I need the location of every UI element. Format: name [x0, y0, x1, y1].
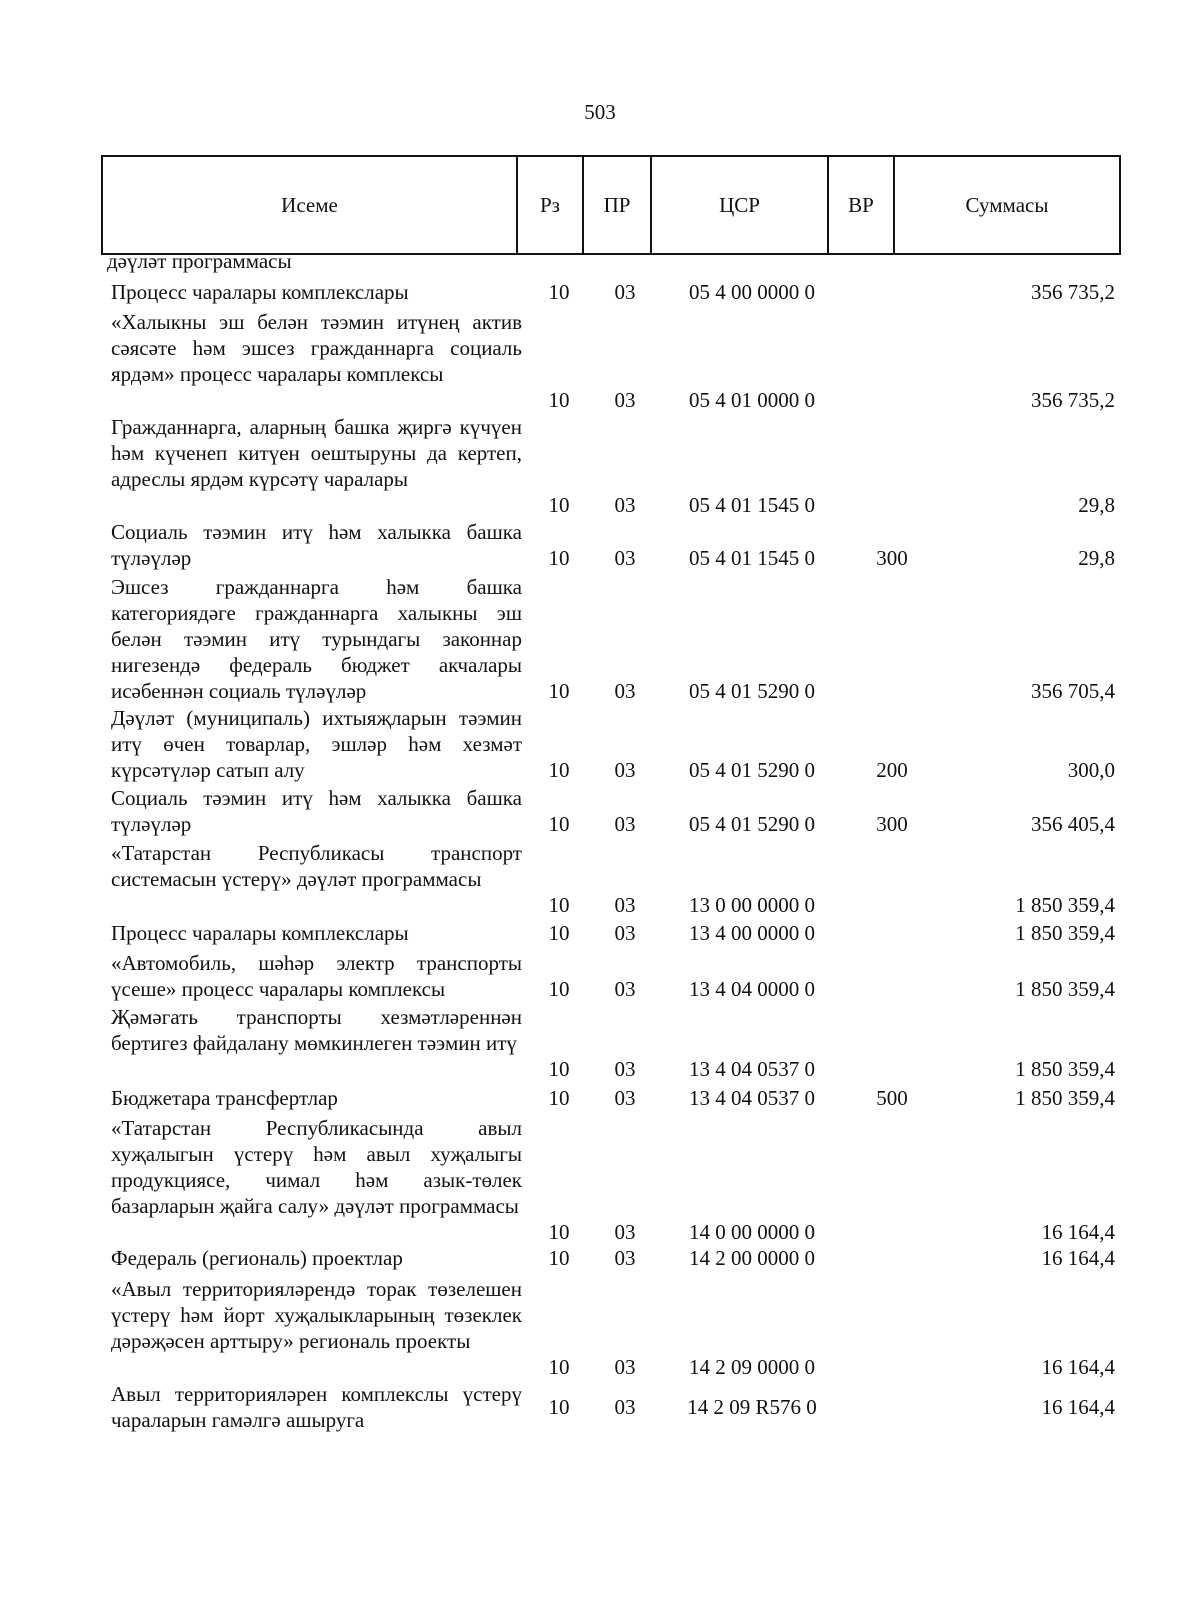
row-pr: 03: [614, 546, 636, 570]
row-name: Авыл территорияләрен комплекслы үстерү чараларын гамәлгә ашыруга: [111, 1382, 522, 1432]
row-name: Процесс чаралары комплекслары: [111, 280, 409, 304]
row-pr: 03: [614, 679, 636, 703]
row-pr: 03: [614, 1057, 636, 1081]
row-sum: 1 850 359,4: [1015, 921, 1115, 945]
table-row: [0, 1381, 1200, 1433]
row-rz: 10: [548, 679, 570, 703]
row-pr: 03: [614, 1220, 636, 1244]
row-vr: 500: [876, 1086, 908, 1110]
row-name: «Татарстан Республикасында авыл хуҗалыгын үстерү һәм авыл хуҗалыгы продукциясе, чимал һәм азык-төлек базарларын җайга салу» дәүләт программасы: [111, 1116, 522, 1218]
row-name: «Автомобиль, шәһәр электр транспорты үсеше» процесс чаралары комплексы: [111, 951, 522, 1001]
row-sum: 356 705,4: [1031, 679, 1115, 703]
row-rz: 10: [548, 388, 570, 412]
column-header-pr: ПР: [583, 156, 651, 254]
row-vr: 300: [876, 812, 908, 836]
row-name: Социаль тәэмин итү һәм халыкка башка түләүләр: [111, 786, 522, 836]
row-sum: 16 164,4: [1041, 1220, 1115, 1244]
row-rz: 10: [548, 977, 570, 1001]
row-sum: 16 164,4: [1041, 1246, 1115, 1270]
row-rz: 10: [548, 280, 570, 304]
row-sum: 29,8: [1078, 493, 1115, 517]
row-csr: 13 4 04 0537 0: [689, 1057, 815, 1081]
row-rz: 10: [548, 493, 570, 517]
row-name: Процесс чаралары комплекслары: [111, 921, 409, 945]
row-csr: 13 4 04 0000 0: [689, 977, 815, 1001]
row-csr: 05 4 01 1545 0: [689, 493, 815, 517]
row-vr: 200: [876, 758, 908, 782]
row-csr: 05 4 00 0000 0: [689, 280, 815, 304]
row-rz: 10: [548, 1395, 570, 1419]
row-csr: 13 4 04 0537 0: [689, 1086, 815, 1110]
row-rz: 10: [548, 1086, 570, 1110]
row-pr: 03: [614, 388, 636, 412]
table-row: [0, 248, 1200, 274]
row-name: «Татарстан Республикасы транспорт системасын үстерү» дәүләт программасы: [111, 841, 522, 891]
row-name: Гражданнарга, аларның башка җиргә күчүен һәм күченеп китүен оештыруны да кертеп, адреслы ярдәм күрсәтү чаралары: [111, 415, 522, 491]
row-csr: 05 4 01 1545 0: [689, 546, 815, 570]
row-pr: 03: [614, 893, 636, 917]
row-csr: 13 0 00 0000 0: [689, 893, 815, 917]
row-rz: 10: [548, 1057, 570, 1081]
table-row: [0, 840, 1200, 918]
column-header-name: Исеме: [102, 156, 517, 254]
row-pr: 03: [614, 1086, 636, 1110]
row-name: Бюджетара трансфертлар: [111, 1086, 338, 1110]
column-header-rz: Рз: [517, 156, 583, 254]
table-row: [0, 519, 1200, 571]
row-rz: 10: [548, 1355, 570, 1379]
row-pr: 03: [614, 758, 636, 782]
row-vr: 300: [876, 546, 908, 570]
table-row: [0, 309, 1200, 413]
row-sum: 16 164,4: [1041, 1395, 1115, 1419]
row-csr: 14 2 09 0000 0: [689, 1355, 815, 1379]
row-sum: 1 850 359,4: [1015, 1086, 1115, 1110]
row-pr: 03: [614, 977, 636, 1001]
table-row: [0, 1004, 1200, 1082]
row-rz: 10: [548, 1220, 570, 1244]
table-row: [0, 920, 1200, 946]
column-header-sum: Суммасы: [894, 156, 1120, 254]
row-name: Эшсез гражданнарга һәм башка категориядәге гражданнарга халыкны эш белән тәэмин итү турындагы законнар нигезендә федераль бюджет акчалары исәбеннән социаль түләүләр: [111, 575, 522, 703]
row-csr: 14 2 09 R576 0: [687, 1395, 817, 1419]
row-csr: 05 4 01 5290 0: [689, 758, 815, 782]
row-csr: 05 4 01 0000 0: [689, 388, 815, 412]
table-row: [0, 950, 1200, 1002]
row-name: Федераль (региональ) проектлар: [111, 1246, 403, 1270]
row-rz: 10: [548, 758, 570, 782]
row-name: Дәүләт (муниципаль) ихтыяҗларын тәэмин итү өчен товарлар, эшләр һәм хезмәт күрсәтүләр сатып алу: [111, 706, 522, 782]
row-name: «Авыл территорияләрендә торак төзелешен үстерү һәм йорт хуҗалыкларының төзеклек дәрәҗәсен арттыру» региональ проекты: [111, 1277, 522, 1353]
table-row: [0, 414, 1200, 518]
row-name: дәүләт программасы: [107, 249, 292, 273]
row-sum: 356 405,4: [1031, 812, 1115, 836]
table-row: [0, 574, 1200, 704]
row-pr: 03: [614, 921, 636, 945]
table-row: [0, 279, 1200, 305]
row-pr: 03: [614, 812, 636, 836]
row-name: Социаль тәэмин итү һәм халыкка башка түләүләр: [111, 520, 522, 570]
row-sum: 356 735,2: [1031, 280, 1115, 304]
row-pr: 03: [614, 1246, 636, 1270]
row-name: Җәмәгать транспорты хезмәтләреннән бертигез файдалану мөмкинлеген тәэмин итү: [111, 1005, 522, 1055]
row-rz: 10: [548, 812, 570, 836]
row-rz: 10: [548, 1246, 570, 1270]
row-rz: 10: [548, 921, 570, 945]
table-row: [0, 705, 1200, 783]
row-sum: 300,0: [1067, 758, 1115, 782]
column-header-csr: ЦСР: [651, 156, 828, 254]
table-row: [0, 1245, 1200, 1271]
row-sum: 1 850 359,4: [1015, 977, 1115, 1001]
table-row: [0, 785, 1200, 837]
row-csr: 14 0 00 0000 0: [689, 1220, 815, 1244]
table-row: [0, 1276, 1200, 1380]
row-sum: 29,8: [1078, 546, 1115, 570]
table-row: [0, 1085, 1200, 1111]
row-sum: 16 164,4: [1041, 1355, 1115, 1379]
row-sum: 356 735,2: [1031, 388, 1115, 412]
row-sum: 1 850 359,4: [1015, 1057, 1115, 1081]
row-rz: 10: [548, 546, 570, 570]
row-pr: 03: [614, 1355, 636, 1379]
table-row: [0, 1115, 1200, 1245]
page-number: 503: [584, 100, 616, 124]
row-csr: 05 4 01 5290 0: [689, 812, 815, 836]
row-sum: 1 850 359,4: [1015, 893, 1115, 917]
row-name: «Халыкны эш белән тәэмин итүнең актив сәясәте һәм эшсез гражданнарга социаль ярдәм» процесс чаралары комплексы: [111, 310, 522, 386]
row-pr: 03: [614, 493, 636, 517]
row-csr: 13 4 00 0000 0: [689, 921, 815, 945]
row-pr: 03: [614, 280, 636, 304]
row-rz: 10: [548, 893, 570, 917]
column-header-vr: ВР: [828, 156, 894, 254]
row-pr: 03: [614, 1395, 636, 1419]
row-csr: 05 4 01 5290 0: [689, 679, 815, 703]
row-csr: 14 2 00 0000 0: [689, 1246, 815, 1270]
